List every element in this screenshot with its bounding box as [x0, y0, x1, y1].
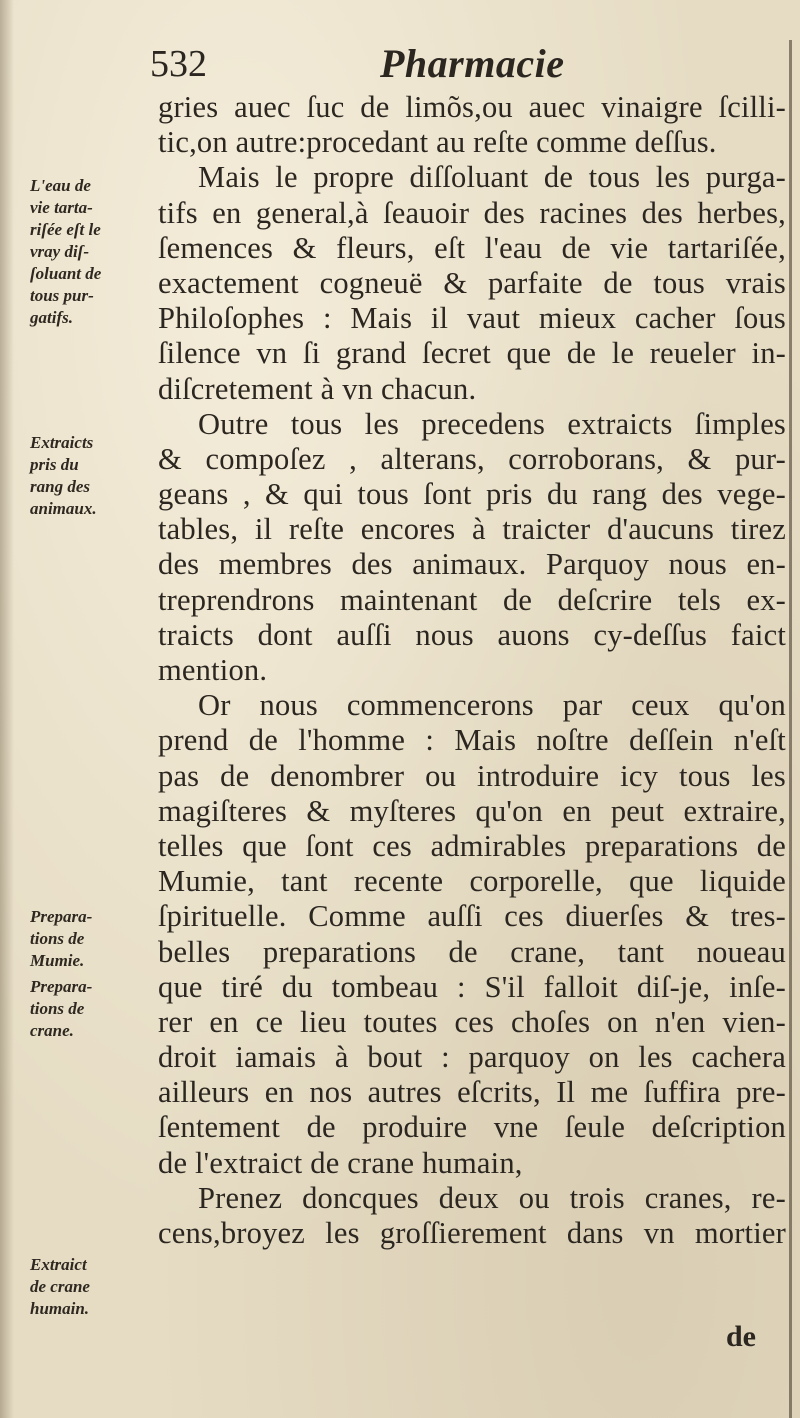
text-line: cens,broyez les groſſierement dans vn mortier [158, 1216, 786, 1250]
margin-note-line: tions de [30, 999, 85, 1018]
text-line: ſilence vn ſi grand ſecret que de le reueler in- [158, 336, 786, 371]
text-line: Philoſophes : Mais il vaut mieux cacher ſous [158, 301, 786, 336]
running-head: Pharmacie [380, 41, 565, 86]
text-line: diſcretement à vn chacun. [158, 371, 477, 406]
margin-note-line: Mumie. [30, 951, 85, 970]
text-line: geans , & qui tous ſont pris du rang des vege- [158, 477, 786, 512]
text-line: Prenez doncques deux ou trois cranes, re- [198, 1180, 786, 1215]
body-text [158, 90, 786, 1251]
margin-note-line: Extraict [30, 1255, 87, 1274]
margin-note-line: Prepara- [30, 907, 93, 926]
margin-note-line: de crane [30, 1277, 90, 1296]
text-line: de l'extraict de crane humain, [158, 1145, 523, 1180]
text-line: tic,on autre:procedant au reſte comme deſſus. [158, 125, 717, 160]
text-line: Mumie, tant recente corporelle, que liquide [158, 864, 786, 899]
margin-note-line: vie tarta- [30, 198, 93, 217]
text-line: & compoſez , alterans, corroborans, & pur- [158, 441, 786, 476]
margin-note-line: vray diſ- [30, 242, 90, 261]
margin-note-crane-humain [30, 1254, 152, 1320]
margin-note-line: rang des [30, 477, 90, 496]
margin-note-line: crane. [30, 1021, 74, 1040]
text-line: traicts dont auſſi nous auons cy-deſſus faict [158, 617, 786, 652]
margin-note-line: tous pur- [30, 286, 94, 305]
text-line: ailleurs en nos autres eſcrits, Il me ſuffira pre- [158, 1075, 786, 1110]
margin-note-extraicts-animaux [30, 432, 152, 520]
margin-note-line: pris du [30, 455, 79, 474]
margin-note-line: gatifs. [30, 308, 73, 327]
margin-note-line: humain. [30, 1299, 90, 1318]
margin-note-line: Extraicts [30, 433, 94, 452]
text-line: magiſteres & myſteres qu'on en peut extraire, [158, 793, 786, 828]
text-line: Outre tous les precedens extraicts ſimples [198, 406, 786, 441]
text-line: telles que ſont ces admirables preparations de [158, 828, 786, 863]
text-line: belles preparations de crane, tant noueau [158, 934, 786, 969]
catchword: de [726, 1320, 756, 1353]
text-line: mention. [158, 653, 268, 687]
margin-note-line: Prepara- [30, 977, 93, 996]
page-edge-line [789, 40, 792, 1418]
margin-note-mumie [30, 906, 152, 972]
text-line: exactement cogneuë & parfaite de tous vrais [158, 265, 786, 300]
margin-note-line: tions de [30, 929, 85, 948]
margin-note-crane [30, 976, 152, 1042]
text-line: ſpirituelle. Comme auſſi ces diuerſes & tres- [158, 899, 786, 934]
margin-note-line: animaux. [30, 499, 97, 518]
text-line: ſemences & fleurs, eſt l'eau de vie tartariſée, [158, 230, 786, 265]
text-line: tables, il reſte encores à traicter d'aucuns tirez [158, 512, 786, 547]
text-line: ſentement de produire vne ſeule deſcription [158, 1110, 786, 1145]
text-line: que tiré du tombeau : S'il falloit diſ-je, inſe- [158, 969, 786, 1004]
text-line: pas de denombrer ou introduire icy tous les [158, 758, 786, 793]
margin-note-line: riſée eſt le [30, 220, 101, 239]
margin-note-line: L'eau de [30, 176, 91, 195]
margin-note-line: ſoluant de [30, 264, 102, 283]
text-line: Mais le propre diſſoluant de tous les purga- [198, 160, 786, 195]
text-line: Or nous commencerons par ceux qu'on [198, 688, 786, 723]
text-line: tifs en general,à ſeauoir des racines des herbes, [158, 195, 786, 230]
text-line: rer en ce lieu toutes ces choſes on n'en vien- [158, 1004, 786, 1039]
text-line: gries auec ſuc de limõs,ou auec vinaigre ſcilli- [158, 90, 786, 124]
page-number: 532 [150, 43, 207, 85]
text-line: treprendrons maintenant de deſcrire tels ex- [158, 582, 786, 617]
text-line: prend de l'homme : Mais noſtre deſſein n'eſt [158, 723, 786, 758]
margin-note-eau-de-vie [30, 175, 152, 329]
text-line: des membres des animaux. Parquoy nous en- [158, 547, 786, 582]
text-line: droit iamais à bout : parquoy on les cachera [158, 1040, 786, 1075]
gutter-shadow [0, 0, 14, 1418]
